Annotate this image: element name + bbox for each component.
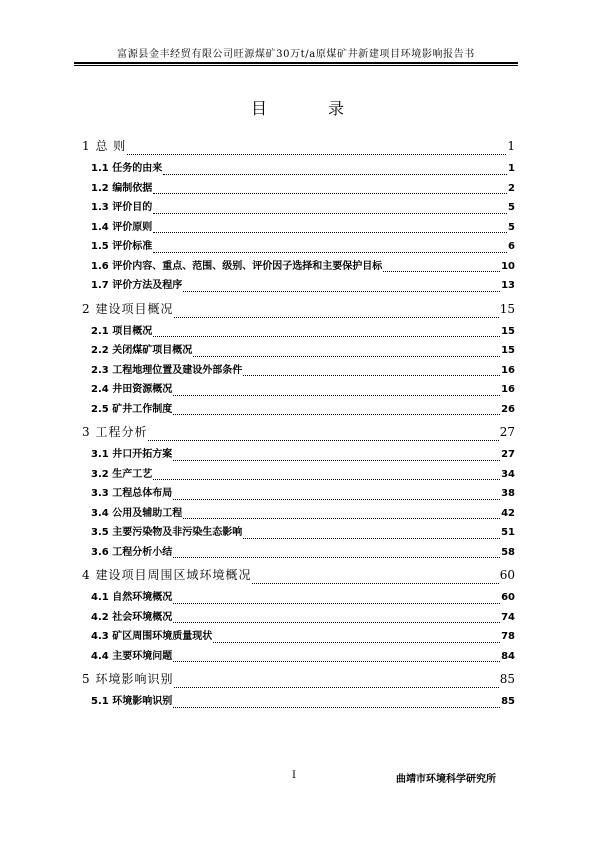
- toc-entry-label: 3.4 公用及辅助工程: [91, 507, 183, 519]
- toc-section-entry[interactable]: [82, 627, 515, 647]
- toc-leader-dots: [243, 375, 500, 376]
- toc-section-entry[interactable]: [82, 523, 515, 543]
- toc-entry-page: 85: [499, 672, 515, 686]
- toc-section-entry[interactable]: [82, 237, 515, 257]
- toc-entry-page: 16: [501, 364, 515, 376]
- toc-section-entry[interactable]: [82, 484, 515, 504]
- toc-leader-dots: [173, 499, 500, 500]
- toc-chapter-entry[interactable]: [82, 296, 515, 322]
- toc-section-entry[interactable]: [82, 380, 515, 400]
- toc-leader-dots: [173, 661, 500, 662]
- toc-entry-page: 27: [499, 425, 515, 439]
- toc-section-entry[interactable]: [82, 322, 515, 342]
- toc-entry-page: 51: [501, 527, 515, 538]
- toc-entry-label: 2.3 工程地理位置及建设外部条件: [91, 364, 243, 376]
- toc-entry-label: 4.4 主要环境问题: [91, 650, 173, 662]
- toc-leader-dots: [193, 356, 500, 357]
- toc-leader-dots: [153, 479, 500, 480]
- toc-section-entry[interactable]: [82, 257, 515, 277]
- toc-entry-page: 1: [507, 139, 515, 153]
- toc-leader-dots: [243, 538, 500, 539]
- toc-leader-dots: [153, 336, 500, 337]
- toc-entry-page: 74: [501, 611, 515, 623]
- toc-leader-dots: [153, 232, 507, 233]
- toc-chapter-entry[interactable]: [82, 666, 515, 692]
- toc-entry-page: 26: [501, 403, 515, 415]
- toc-entry-page: 15: [501, 325, 515, 337]
- toc-section-entry[interactable]: [82, 361, 515, 381]
- toc-chapter-entry[interactable]: [82, 133, 515, 159]
- toc-entry-label: 4.3 矿区周围环境质量现状: [91, 631, 213, 642]
- toc-leader-dots: [173, 603, 500, 604]
- toc-leader-dots: [173, 460, 500, 461]
- toc-entry-page: 27: [501, 449, 515, 460]
- toc-entry-page: 38: [501, 488, 515, 499]
- toc-entry-label: 3.1 井口开拓方案: [91, 449, 173, 460]
- toc-entry-label: 5 环境影响识别: [82, 672, 174, 686]
- toc-section-entry[interactable]: [82, 159, 515, 179]
- toc-entry-label: 1.5 评价标准: [91, 241, 153, 252]
- toc-leader-dots: [383, 271, 500, 272]
- toc-section-entry[interactable]: [82, 588, 515, 608]
- toc-leader-dots: [174, 687, 498, 688]
- toc-entry-label: 2.1 项目概况: [91, 325, 153, 337]
- toc-chapter-entry[interactable]: [82, 562, 515, 588]
- toc-entry-label: 1.7 评价方法及程序: [91, 280, 183, 291]
- toc-entry-label: 3.5 主要污染物及非污染生态影响: [91, 527, 243, 538]
- toc-leader-dots: [174, 317, 498, 318]
- toc-section-entry[interactable]: [82, 445, 515, 465]
- toc-leader-dots: [183, 518, 500, 519]
- toc-section-entry[interactable]: [82, 504, 515, 524]
- toc-chapter-entry[interactable]: [82, 419, 515, 445]
- toc-entry-label: 2.2 关闭煤矿项目概况: [91, 345, 193, 356]
- toc-entry-page: 60: [501, 592, 515, 603]
- toc-entry-label: 1.6 评价内容、重点、范围、级别、评价因子选择和主要保护目标: [91, 260, 383, 272]
- toc-leader-dots: [173, 395, 500, 396]
- toc-entry-label: 2.4 井田资源概况: [91, 384, 173, 395]
- toc-entry-label: 1.4 评价原则: [91, 221, 153, 233]
- toc-section-entry[interactable]: [82, 692, 515, 712]
- page-number: I: [292, 770, 296, 781]
- toc-leader-dots: [148, 440, 498, 441]
- toc-entry-page: 60: [499, 568, 515, 582]
- toc-entry-page: 15: [501, 345, 515, 356]
- toc-entry-label: 1 总 则: [82, 139, 127, 153]
- toc-leader-dots: [173, 707, 500, 708]
- toc-section-entry[interactable]: [82, 465, 515, 485]
- toc-leader-dots: [173, 414, 500, 415]
- toc-leader-dots: [153, 193, 507, 194]
- toc-section-entry[interactable]: [82, 543, 515, 563]
- toc-entry-label: 3.6 工程分析小结: [91, 546, 173, 558]
- toc-leader-dots: [173, 622, 500, 623]
- toc-section-entry[interactable]: [82, 218, 515, 238]
- toc-entry-label: 2.5 矿井工作制度: [91, 403, 173, 415]
- toc-entry-label: 4 建设项目周围区域环境概况: [82, 568, 252, 582]
- toc-entry-page: 15: [499, 301, 515, 316]
- toc-section-entry[interactable]: [82, 179, 515, 199]
- toc-leader-dots: [127, 154, 506, 155]
- toc-entry-page: 85: [501, 696, 515, 707]
- page-title: 目 录: [250, 99, 373, 118]
- toc-entry-label: 3.3 工程总体布局: [91, 488, 173, 499]
- toc-entry-page: 16: [501, 384, 515, 395]
- toc-entry-label: 4.1 自然环境概况: [91, 592, 173, 603]
- toc-entry-page: 5: [508, 221, 515, 233]
- toc-section-entry[interactable]: [82, 400, 515, 420]
- toc-entry-page: 78: [501, 631, 515, 642]
- toc-section-entry[interactable]: [82, 647, 515, 667]
- toc-entry-page: 5: [508, 202, 515, 213]
- toc-entry-label: 1.1 任务的由来: [91, 163, 163, 174]
- toc-entry-page: 84: [501, 650, 515, 662]
- toc-section-entry[interactable]: [82, 341, 515, 361]
- toc-leader-dots: [213, 642, 500, 643]
- toc-section-entry[interactable]: [82, 276, 515, 296]
- toc-entry-page: 6: [508, 241, 515, 252]
- header-rule-thin: [74, 65, 518, 66]
- toc-entry-page: 34: [501, 468, 515, 480]
- toc-leader-dots: [173, 557, 500, 558]
- toc-entry-page: 13: [501, 280, 515, 291]
- toc-entry-label: 2 建设项目概况: [82, 301, 174, 316]
- toc-entry-page: 42: [501, 507, 515, 519]
- toc-entry-label: 3.2 生产工艺: [91, 468, 153, 480]
- toc-entry-label: 1.3 评价目的: [91, 202, 153, 213]
- toc-entry-page: 10: [501, 260, 515, 272]
- table-of-contents: [82, 133, 515, 712]
- toc-section-entry[interactable]: [82, 608, 515, 628]
- toc-entry-label: 4.2 社会环境概况: [91, 611, 173, 623]
- header-rule-thick: [74, 62, 518, 64]
- toc-leader-dots: [183, 291, 500, 292]
- toc-leader-dots: [153, 213, 507, 214]
- toc-entry-page: 58: [501, 546, 515, 558]
- toc-leader-dots: [153, 252, 507, 253]
- toc-entry-label: 3 工程分析: [82, 425, 148, 439]
- footer-organization: 曲靖市环境科学研究所: [396, 774, 496, 785]
- toc-entry-label: 1.2 编制依据: [91, 182, 153, 194]
- toc-leader-dots: [252, 583, 498, 584]
- toc-section-entry[interactable]: [82, 198, 515, 218]
- toc-entry-page: 2: [508, 182, 515, 194]
- toc-leader-dots: [163, 174, 507, 175]
- toc-entry-page: 1: [508, 163, 515, 174]
- toc-entry-label: 5.1 环境影响识别: [91, 696, 173, 707]
- running-header: 富源县金丰经贸有限公司旺源煤矿30万t/a原煤矿井新建项目环境影响报告书: [117, 49, 475, 60]
